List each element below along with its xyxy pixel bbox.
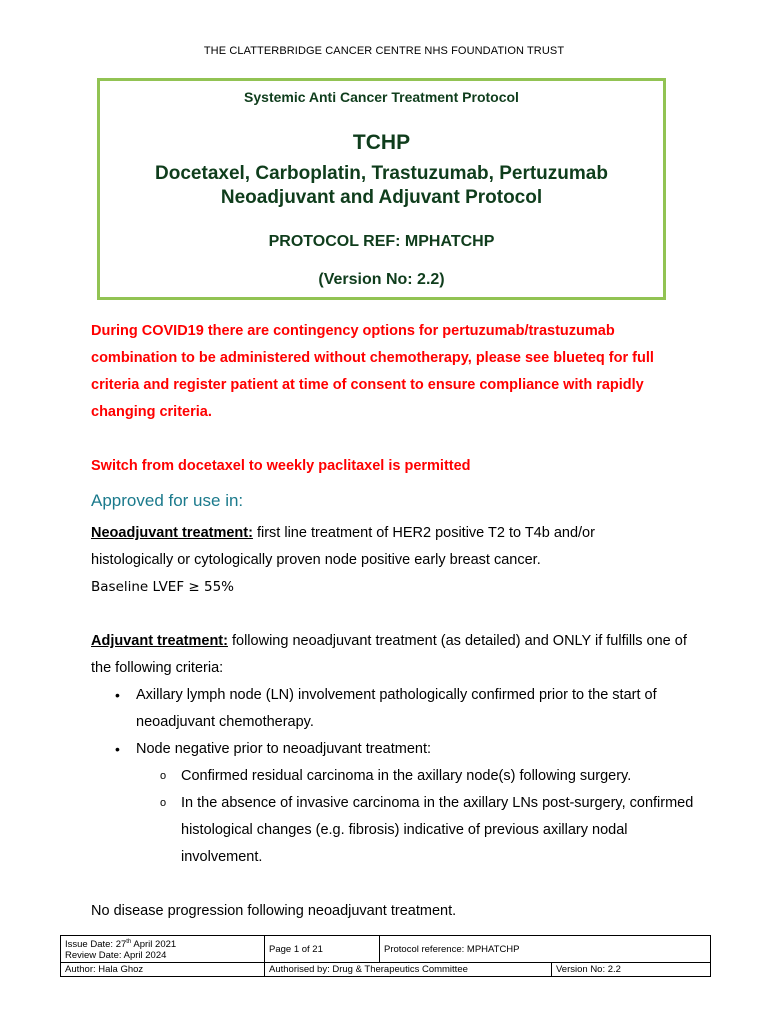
adjuvant-label: Adjuvant treatment:	[91, 633, 228, 649]
sub-bullet-icon: o	[160, 797, 167, 809]
neoadjuvant-paragraph	[91, 520, 681, 574]
issue-review-dates	[61, 936, 265, 963]
protocol-type: Systemic Anti Cancer Treatment Protocol	[244, 89, 519, 105]
covid-notice: During COVID19 there are contingency options for pertuzumab/trastuzumab combination to be administered without chemotherapy, please see blueteq for full criteria and register patient at time of consent to ensure compliance with rapidly changing criteria.	[91, 323, 654, 420]
no-progression-text: No disease progression following neoadjuvant treatment.	[91, 903, 457, 919]
criteria-subitem: In the absence of invasive carcinoma in the axillary LNs post-surgery, confirmed histological changes (e.g. fibrosis) indicative of previous axillary nodal involvement.	[181, 795, 694, 865]
adjuvant-paragraph	[91, 628, 691, 682]
footer-version: Version No: 2.2	[552, 963, 711, 977]
protocol-title-box	[97, 78, 666, 300]
issue-date: Issue Date: 27th April 2021	[65, 939, 177, 951]
neoadjuvant-text: first line treatment of HER2 positive T2 to T4b and/or histologically or cytologically proven node positive early breast cancer.	[91, 525, 595, 568]
criteria-item: Axillary lymph node (LN) involvement pathologically confirmed prior to the start of neoadjuvant chemotherapy.	[136, 687, 657, 730]
criteria-item: Node negative prior to neoadjuvant treatment:	[136, 741, 432, 757]
bullet-icon: •	[115, 687, 120, 703]
protocol-drugs: Docetaxel, Carboplatin, Trastuzumab, Pertuzumab	[155, 163, 608, 184]
sub-bullet-icon: o	[160, 770, 167, 782]
neoadjuvant-label: Neoadjuvant treatment:	[91, 525, 253, 541]
protocol-reference: Protocol reference: MPHATCHP	[380, 936, 711, 963]
baseline-lvef: Baseline LVEF ≥ 55%	[91, 579, 234, 595]
protocol-ref: PROTOCOL REF: MPHATCHP	[268, 233, 495, 250]
protocol-setting: Neoadjuvant and Adjuvant Protocol	[220, 187, 543, 208]
adjuvant-text: following neoadjuvant treatment (as detailed) and ONLY if fulfills one of the following criteria:	[91, 633, 687, 676]
protocol-version: (Version No: 2.2)	[318, 271, 445, 288]
criteria-subitem: Confirmed residual carcinoma in the axillary node(s) following surgery.	[181, 768, 632, 784]
review-date: Review Date: April 2024	[65, 950, 167, 962]
author: Author: Hala Ghoz	[61, 963, 265, 977]
protocol-title: TCHP	[352, 131, 411, 154]
page-number: Page 1 of 21	[265, 936, 380, 963]
trust-header: THE CLATTERBRIDGE CANCER CENTRE NHS FOUNDATION TRUST	[203, 45, 565, 57]
switch-notice: Switch from docetaxel to weekly paclitaxel is permitted	[91, 458, 471, 474]
approved-heading: Approved for use in:	[91, 491, 244, 510]
authorised-by: Authorised by: Drug & Therapeutics Committee	[265, 963, 552, 977]
footer-table	[60, 935, 711, 977]
bullet-icon: •	[115, 741, 120, 757]
